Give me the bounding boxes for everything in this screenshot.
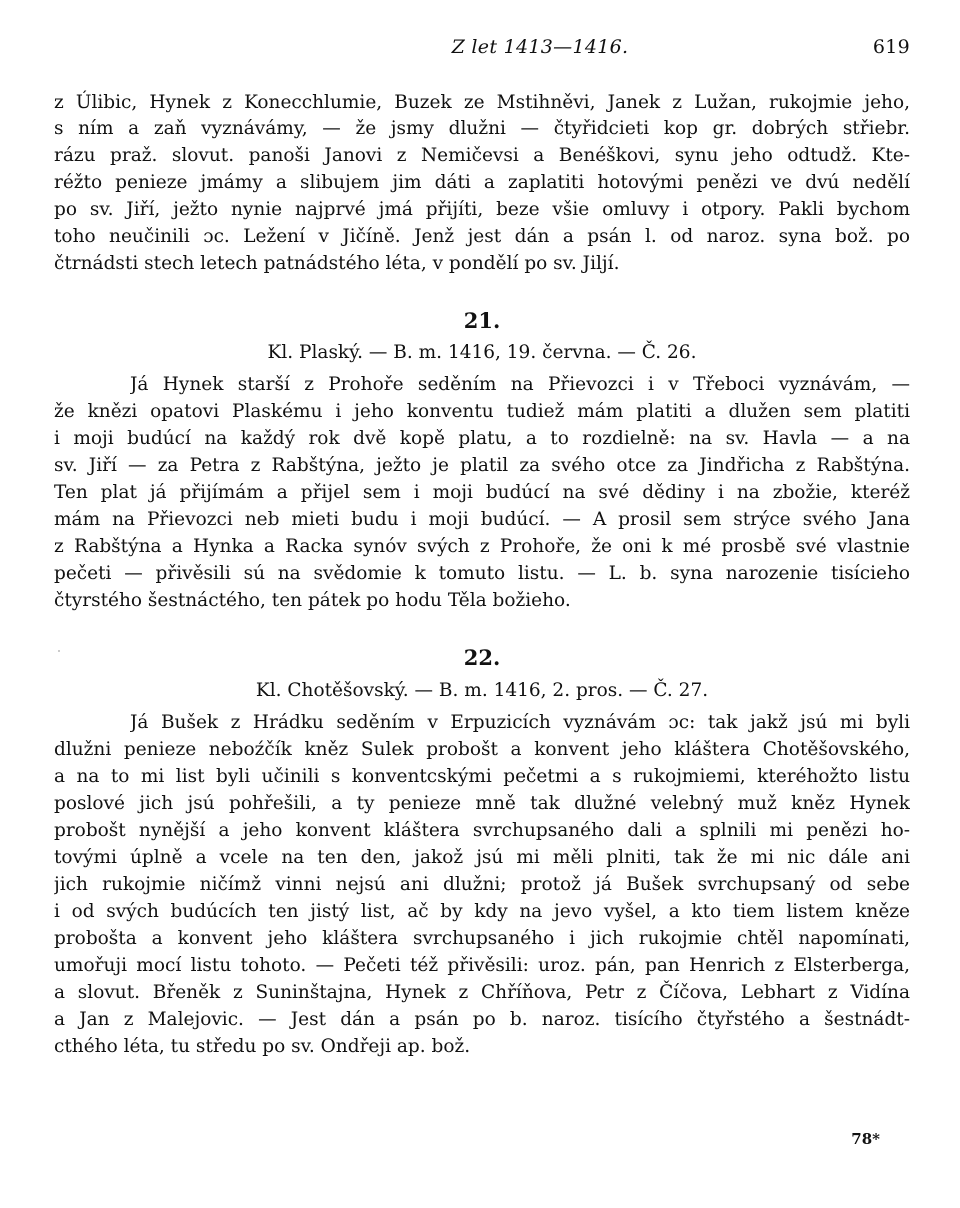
signature-mark: 78* <box>851 1130 880 1148</box>
text-line: sv. Jiří — za Petra z Rabštýna, ježto je platil za svého otce za Jindřicha z Rabštýna. <box>54 455 910 476</box>
text-line: dlužni penieze neboźčík kněz Sulek probošt a konvent jeho kláštera Chotěšovského, <box>54 739 910 760</box>
document-source: Kl. Plaský. — B. m. 1416, 19. června. — Č. 26. <box>267 342 697 363</box>
page-header <box>54 36 910 62</box>
text-line: a Jan z Malejovic. — Jest dán a psán po b. naroz. tisícího čtyřstého a šestnádt- <box>54 1009 910 1030</box>
text-line: a na to mi list byli učinili s konventcskými pečetmi a s rukojmiemi, kteréhožto listu <box>54 766 910 787</box>
text-line: cthého léta, tu středu po sv. Ondřeji ap. bož. <box>54 1036 471 1057</box>
text-line: z Úlibic, Hynek z Konecchlumie, Buzek ze Mstihněvi, Janek z Lužan, rukojmie jeho, <box>54 92 910 113</box>
text-line: i od svých budúcích ten jistý list, ač by kdy na jevo vyšel, a kto tiem listem kněze <box>54 901 910 922</box>
text-line: réžto penieze jmámy a slibujem jim dáti a zaplatiti hotovými penězi ve dvú nedělí <box>54 172 910 193</box>
document-number: 21. <box>463 308 501 333</box>
text-line: mám na Přievozci neb mieti budu i moji budúcí. — A prosil sem strýce svého Jana <box>54 509 910 530</box>
text-line: rázu praž. slovut. panoši Janovi z Nemičevsi a Benéškovi, synu jeho odtudž. Kte- <box>54 145 910 166</box>
page-number: 619 <box>872 36 910 58</box>
running-title: Z let 1413—1416. <box>451 36 629 58</box>
text-line: jich rukojmie ničímž vinni nejsú ani dlužni; protož já Bušek svrchupsaný od sebe <box>54 874 910 895</box>
text-line: pečeti — přivěsili sú na svědomie k tomuto listu. — L. b. syna narozenie tisícieho <box>54 563 910 584</box>
text-line: umořuji mocí listu tohoto. — Pečeti též přivěsili: uroz. pán, pan Henrich z Elsterberga, <box>54 955 910 976</box>
text-line: poslové jich jsú pohřešili, a ty penieze mně tak dlužné velebný muž kněz Hynek <box>54 793 910 814</box>
text-line: i moji budúcí na každý rok dvě kopě platu, a to rozdielně: na sv. Havla — a na <box>54 428 910 449</box>
text-line: že knězi opatovi Plaskému i jeho konventu tudiež mám platiti a dlužen sem platiti <box>54 401 910 422</box>
text-line: tovými úplně a vcele na ten den, jakož jsú mi měli plniti, tak že mi nic dále ani <box>54 847 910 868</box>
text-line: s ním a zaň vyznávámy, — že jsmy dlužni — čtyřidcieti kop gr. dobrých střiebr. <box>54 118 910 139</box>
text-line: z Rabštýna a Hynka a Racka synóv svých z Prohoře, že oni k mé prosbě své vlastnie <box>54 536 910 557</box>
document-source: Kl. Chotěšovský. — B. m. 1416, 2. pros. — Č. 27. <box>255 680 709 701</box>
text-line: Ten plat já přijímám a přijel sem i moji budúcí na své dědiny i na zbožie, kteréž <box>54 482 910 503</box>
text-line: a slovut. Břeněk z Suninštajna, Hynek z Chříňova, Petr z Číčova, Lebhart z Vidína <box>54 982 910 1003</box>
document-number: 22. <box>463 645 501 670</box>
text-line: čtrnádsti stech letech patnádstého léta, v pondělí po sv. Jiljí. <box>54 253 620 274</box>
text-line: probošt nynější a jeho konvent kláštera svrchupsaného dali a splnili mi penězi ho- <box>54 820 910 841</box>
text-line: probošta a konvent jeho kláštera svrchupsaného i jich rukojmie chtěl napomínati, <box>54 928 910 949</box>
text-line: Já Bušek z Hrádku seděním v Erpuzicích vyznávám ɔc: tak jakž jsú mi byli <box>130 712 910 733</box>
text-line: po sv. Jiří, ježto nynie najprvé jmá přijíti, beze všie omluvy i otpory. Pakli bychom <box>54 199 910 220</box>
text-line: toho neučinili ɔc. Ležení v Jičíně. Jenž jest dán a psán l. od naroz. syna bož. po <box>54 226 910 247</box>
text-line: Já Hynek starší z Prohoře seděním na Přievozci i v Třeboci vyznávám, — <box>130 374 910 395</box>
text-line: čtyrstého šestnáctého, ten pátek po hodu Těla božieho. <box>54 590 571 611</box>
